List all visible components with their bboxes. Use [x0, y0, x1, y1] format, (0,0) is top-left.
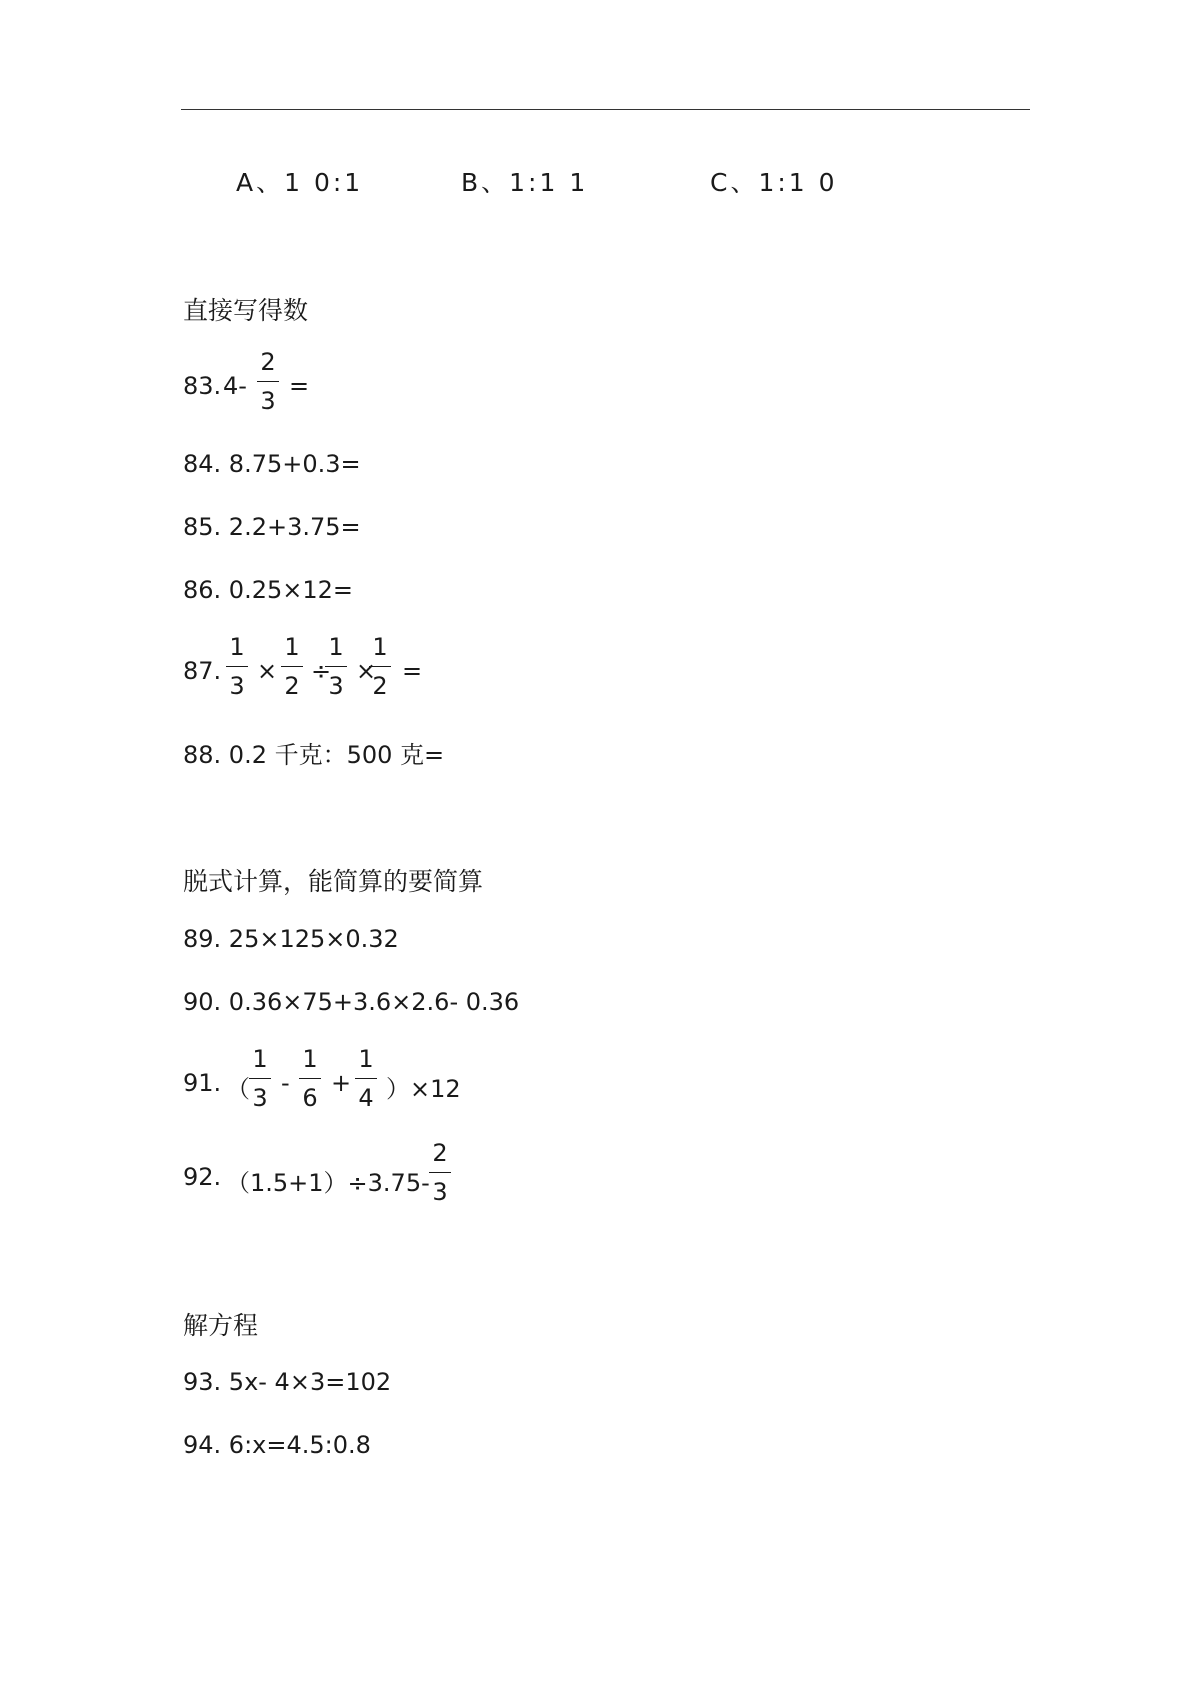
- denominator: 3: [252, 1084, 268, 1112]
- fraction: [279, 632, 305, 701]
- numerator: 1: [229, 633, 245, 661]
- fraction: [353, 1044, 379, 1113]
- fraction-bar: [369, 666, 391, 667]
- numerator: 2: [432, 1139, 448, 1167]
- operator: ÷: [311, 657, 332, 685]
- fraction-bar: [355, 1078, 377, 1079]
- fraction-bar: [325, 666, 347, 667]
- numerator: 1: [284, 633, 300, 661]
- fraction-bar: [257, 381, 279, 382]
- denominator: 2: [372, 672, 388, 700]
- denominator: 2: [284, 672, 300, 700]
- fraction: [247, 1044, 273, 1113]
- question-94: 94. 6:x=4.5:0.8: [183, 1431, 371, 1459]
- fraction-bar: [299, 1078, 321, 1079]
- fraction: [224, 632, 250, 701]
- denominator: 3: [432, 1178, 448, 1206]
- option-c: C、1:1 0: [710, 168, 838, 197]
- question-90: 90. 0.36×75+3.6×2.6- 0.36: [183, 988, 520, 1016]
- close-paren-multiplier: ）×12: [386, 1075, 461, 1103]
- fraction-bar: [429, 1172, 451, 1173]
- fraction: [323, 632, 349, 701]
- numerator: 1: [372, 633, 388, 661]
- fraction: [367, 632, 393, 701]
- option-b: B、1:1 1: [461, 168, 589, 197]
- question-88: 88. 0.2 千克：500 克=: [183, 741, 445, 769]
- question-85: 85. 2.2+3.75=: [183, 513, 361, 541]
- denominator: 6: [302, 1084, 318, 1112]
- operator: +: [331, 1069, 352, 1097]
- question-number: 87.: [183, 657, 222, 685]
- fraction: [297, 1044, 323, 1113]
- numerator: 1: [302, 1045, 318, 1073]
- fraction-bar: [249, 1078, 271, 1079]
- numerator: 2: [260, 348, 276, 376]
- operand: 4-: [223, 372, 247, 400]
- denominator: 3: [229, 672, 245, 700]
- top-rule: [181, 109, 1030, 110]
- fraction-bar: [281, 666, 303, 667]
- option-a: A、1 0:1: [236, 168, 364, 197]
- question-86: 86. 0.25×12=: [183, 576, 353, 604]
- numerator: 1: [328, 633, 344, 661]
- question-number: 83.: [183, 372, 222, 400]
- denominator: 4: [358, 1084, 374, 1112]
- operator: ×: [257, 657, 278, 685]
- denominator: 3: [328, 672, 344, 700]
- section-heading-stepwise: 脱式计算，能简算的要简算: [183, 867, 484, 896]
- question-number: 91.: [183, 1069, 222, 1097]
- numerator: 1: [252, 1045, 268, 1073]
- equals-sign: =: [289, 372, 310, 400]
- question-89: 89. 25×125×0.32: [183, 925, 399, 953]
- equals-sign: =: [402, 657, 423, 685]
- section-heading-equations: 解方程: [183, 1311, 259, 1340]
- fraction-bar: [226, 666, 248, 667]
- numerator: 1: [358, 1045, 374, 1073]
- operator: ×: [356, 657, 377, 685]
- question-93: 93. 5x- 4×3=102: [183, 1368, 392, 1396]
- fraction: [427, 1138, 453, 1207]
- question-number: 92.: [183, 1163, 222, 1191]
- fraction: [255, 347, 281, 416]
- open-paren: （: [226, 1075, 250, 1103]
- operator: -: [281, 1069, 290, 1097]
- denominator: 3: [260, 387, 276, 415]
- expression: （1.5+1）÷3.75-: [226, 1169, 430, 1197]
- question-84: 84. 8.75+0.3=: [183, 450, 361, 478]
- section-heading-direct: 直接写得数: [183, 296, 309, 325]
